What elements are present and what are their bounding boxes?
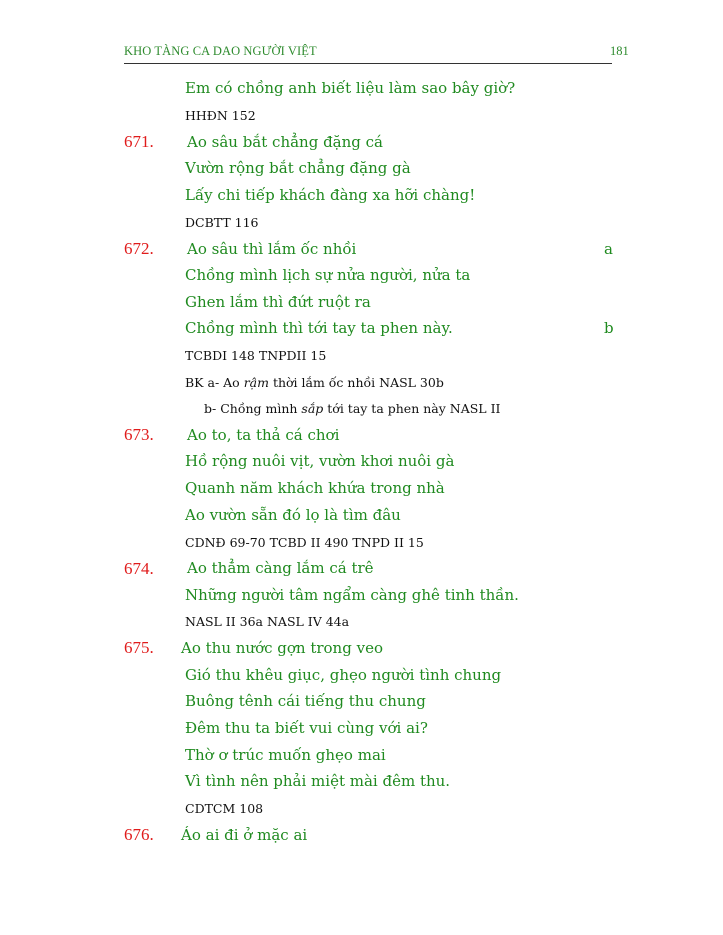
verse-line: Đêm thu ta biết vui cùng với ai?: [185, 719, 428, 737]
source-citation: CDTCM 108: [185, 801, 264, 816]
source-citation: DCBTT 116: [185, 215, 259, 230]
variant-note-text: b- Chồng mình: [204, 401, 302, 416]
variant-note: [204, 401, 500, 416]
verse-line: Ao to, ta thả cá chơi: [187, 426, 340, 444]
verse-line: Những người tâm ngẩm càng ghê tinh thần.: [185, 586, 519, 604]
variant-word: rậm: [243, 375, 269, 390]
header-rule: [124, 63, 612, 64]
source-citation: TCBDI 148 TNPDII 15: [185, 348, 327, 363]
verse-line: Ao sâu bắt chẳng đặng cá: [187, 133, 383, 151]
variant-note-text: BK a- Ao: [185, 375, 244, 390]
verse-line: Ao thu nước gợn trong veo: [181, 639, 383, 657]
entry-number: 673.: [124, 425, 154, 444]
entry-number: 674.: [124, 559, 154, 578]
page-number: 181: [610, 44, 629, 58]
entry-number: 676.: [124, 825, 154, 844]
verse-line: Hồ rộng nuôi vịt, vườn khơi nuôi gà: [185, 452, 455, 470]
variant-marker: a: [604, 240, 613, 258]
verse-line: Em có chồng anh biết liệu làm sao bây giờ?: [185, 79, 516, 97]
verse-line: Áo ai đi ở mặc ai: [181, 826, 308, 844]
verse-line: Chồng mình thì tới tay ta phen này.: [185, 319, 453, 337]
verse-line: Chồng mình lịch sự nửa người, nửa ta: [185, 266, 471, 284]
verse-line: Buông tênh cái tiếng thu chung: [185, 692, 426, 710]
source-citation: CDNĐ 69-70 TCBD II 490 TNPD II 15: [185, 535, 424, 550]
entry-number: 672.: [124, 239, 154, 258]
entry-number: 675.: [124, 638, 154, 657]
variant-marker: b: [604, 319, 614, 337]
verse-line: Thờ ơ trúc muốn ghẹo mai: [185, 746, 386, 764]
source-citation: HHĐN 152: [185, 108, 256, 123]
variant-note: [185, 375, 444, 390]
source-citation: NASL II 36a NASL IV 44a: [185, 614, 350, 629]
verse-line: Ao sâu thì lắm ốc nhồi: [187, 240, 357, 258]
verse-line: Ao vườn sẵn đó lọ là tìm đâu: [185, 506, 401, 524]
entry-number: 671.: [124, 132, 154, 151]
verse-line: Quanh năm khách khứa trong nhà: [185, 479, 445, 497]
verse-line: Vườn rộng bắt chẳng đặng gà: [185, 159, 411, 177]
verse-line: Ao thẳm càng lắm cá trê: [187, 559, 374, 577]
verse-line: Ghen lắm thì đứt ruột ra: [185, 293, 371, 311]
verse-line: Vì tình nên phải miệt mài đêm thu.: [185, 772, 451, 790]
verse-line: Gió thu khêu giục, ghẹo người tình chung: [185, 666, 502, 684]
running-header-title: KHO TÀNG CA DAO NGƯỜI VIỆT: [124, 44, 317, 58]
verse-line: Lấy chi tiếp khách đàng xa hỡi chàng!: [185, 186, 476, 204]
variant-note-text: thời lắm ốc nhồi NASL 30b: [268, 375, 444, 390]
variant-note-text: tới tay ta phen này NASL II: [323, 401, 501, 416]
variant-word: sắp: [301, 401, 324, 416]
